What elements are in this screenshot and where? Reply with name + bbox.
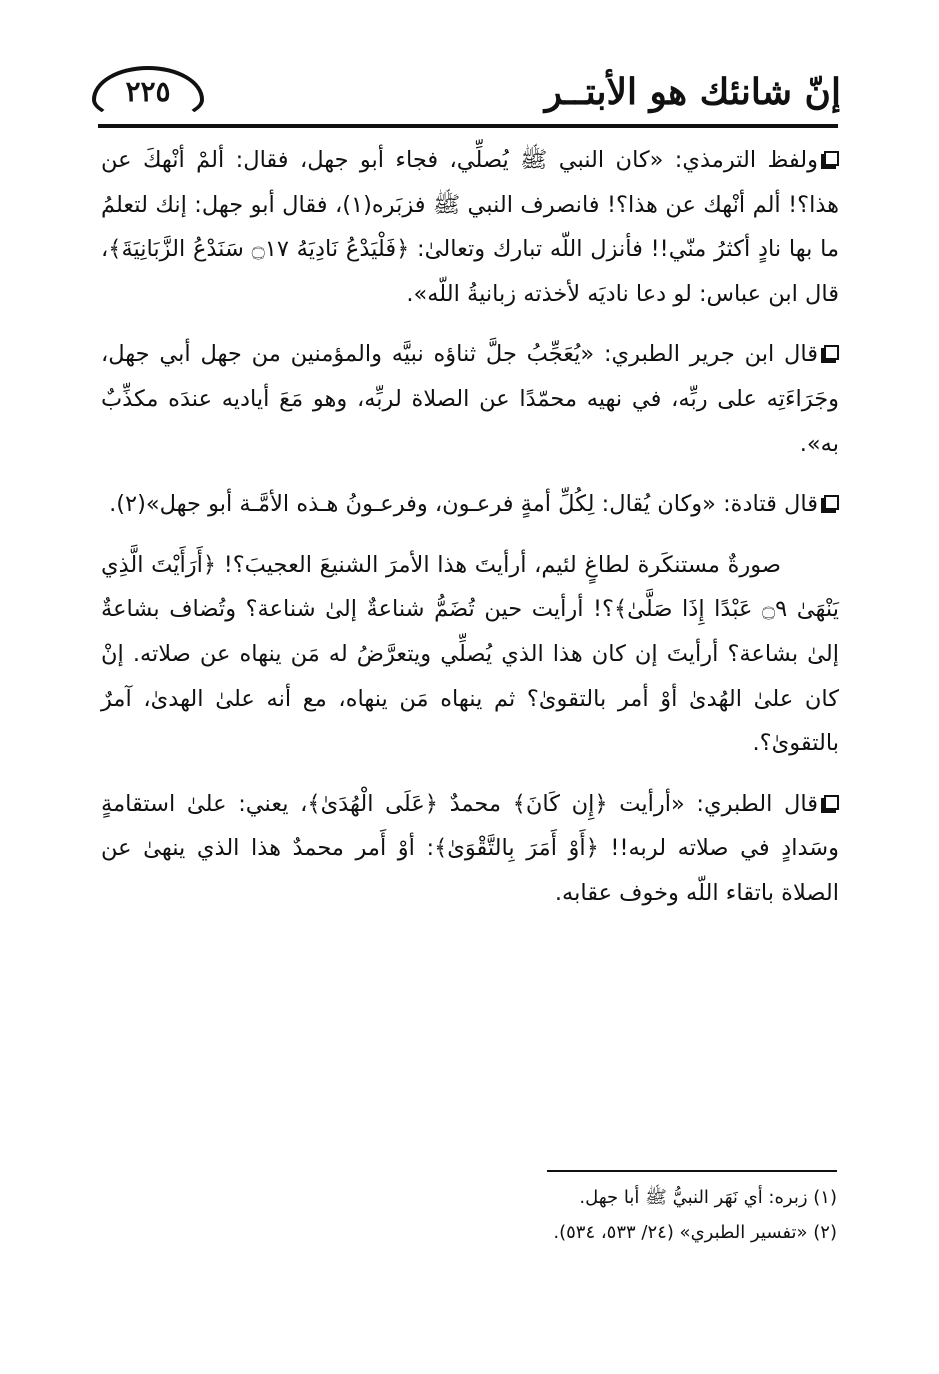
- paragraph-text: صورةٌ مستنكَرة لطاغٍ لئيم، أرأيتَ هذا الأمرَ الشنيعَ العجيبَ؟! ﴿أَرَأَيْتَ الَّذِي يَنْهَىٰ ۝٩ عَبْدًا إِذَا صَلَّىٰ﴾؟! أرأيت حين تُضَمُّ شناعةٌ إلىٰ شناعة؟ وتُضاف بشاعةٌ إلىٰ بشاعة؟ أرأيتَ إن كان هذا الذي يُصلِّي ويتعرَّضُ له مَن ينهاه عن صلاته. إنْ كان علىٰ الهُدىٰ أوْ أمر بالتقوىٰ؟ ثم ينهاه مَن ينهاه، مع أنه علىٰ الهدىٰ، آمرٌ بالتقوىٰ؟.: [101, 551, 839, 757]
- paragraph-text: ولفظ الترمذي: «كان النبي ﷺ يُصلِّي، فجاء أبو جهل، فقال: ألمْ أنْهكَ عن هذا؟! ألم أنْهك عن هذا؟! فانصرف النبي ﷺ فزبَره(١)، فقال أبو جهل: إنك لتعلمُ ما بها نادٍ أكثرُ منّي!! فأنزل اللّه تبارك وتعالىٰ: ﴿فَلْيَدْعُ نَادِيَهُ ۝١٧ سَنَدْعُ الزَّبَانِيَةَ﴾، قال ابن عباس: لو دعا ناديَه لأخذته زبانيةُ اللّه».: [101, 147, 839, 307]
- footnote-2: (٢) «تفسير الطبري» (٢٤/ ٥٣٣، ٥٣٤).: [553, 1222, 837, 1243]
- footnotes: [99, 1180, 837, 1250]
- square-bullet-icon: [824, 151, 839, 166]
- paragraph-text: قال الطبري: «أرأيت ﴿إِن كَانَ﴾ محمدٌ ﴿عَلَى الْهُدَىٰ﴾، يعني: علىٰ استقامةٍ وسَدادٍ في صلاته لربه!! ﴿أَوْ أَمَرَ بِالتَّقْوَىٰ﴾: أوْ أَمر محمدٌ هذا الذي ينهىٰ عن الصلاة باتقاء اللّه وخوف عقابه.: [101, 790, 839, 906]
- paragraph-tirmidhi: [101, 138, 839, 316]
- paragraph-commentary: [101, 543, 839, 766]
- paragraph-text: قال ابن جرير الطبري: «يُعَجِّبُ جلَّ ثناؤه نبيَّه والمؤمنين من جهل أبي جهل، وجَرَاءَتِه على ربِّه، في نهيه محمّدًا عن الصلاة لربِّه، وهو مَعَ أياديه عندَه مكذِّبٌ به».: [101, 341, 839, 457]
- paragraph-tabari-1: [101, 332, 839, 466]
- paragraph-qatada: [101, 482, 839, 527]
- footnote-rule: [547, 1170, 837, 1172]
- page-body: [101, 138, 839, 932]
- square-bullet-icon: [824, 795, 839, 810]
- paragraph-tabari-2: [101, 782, 839, 916]
- square-bullet-icon: [824, 495, 839, 510]
- running-header-title: إنّ شانئك هو الأبتــر: [544, 71, 841, 113]
- square-bullet-icon: [824, 345, 839, 360]
- header-rule: [98, 124, 838, 128]
- page-number: ٢٢٥: [125, 75, 171, 108]
- footnote-1: (١) زبره: أي نَهَر النبيُّ ﷺ أبا جهل.: [579, 1187, 837, 1208]
- paragraph-text: قال قتادة: «وكان يُقال: لِكُلِّ أمةٍ فرعـون، وفرعـونُ هـذه الأمَّـة أبو جهل»(٢).: [109, 491, 818, 518]
